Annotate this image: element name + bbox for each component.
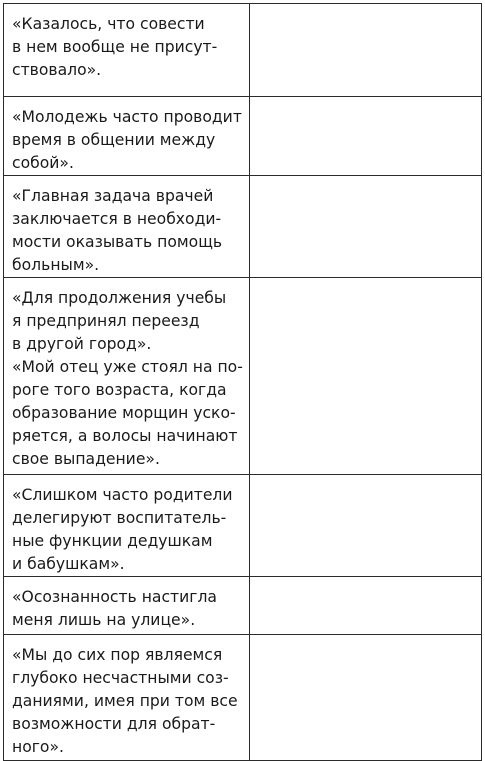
phrase-line: делегируют воспитатель-	[12, 509, 227, 527]
phrase-cell	[4, 577, 250, 635]
answer-cell[interactable]	[250, 635, 482, 761]
phrase-line: «Мой отец уже стоял на по-	[12, 358, 243, 376]
table-row	[4, 176, 482, 278]
phrase-cell	[4, 4, 250, 97]
phrase-line: в другой город».	[12, 335, 152, 353]
phrase-cell	[4, 97, 250, 176]
phrase-line: «Слишком часто родители	[12, 486, 233, 504]
phrase-line: «Молодежь часто проводит	[12, 108, 242, 126]
answer-cell[interactable]	[250, 577, 482, 635]
table-row	[4, 97, 482, 176]
table-row	[4, 4, 482, 97]
answer-cell[interactable]	[250, 176, 482, 278]
phrase-line: «Казалось, что совести	[12, 15, 205, 33]
phrase-line: собой».	[12, 154, 74, 172]
phrase-cell	[4, 475, 250, 577]
phrase-line: в нем вообще не присут-	[12, 38, 218, 56]
phrase-line: ряется, а волосы начинают	[12, 427, 238, 445]
phrase-cell	[4, 635, 250, 761]
phrase-cell	[4, 176, 250, 278]
answer-cell[interactable]	[250, 97, 482, 176]
answer-cell[interactable]	[250, 4, 482, 97]
phrase-line: больным».	[12, 256, 100, 274]
phrase-line: «Осознанность настигла	[12, 588, 217, 606]
phrase-line: ные функции дедушкам	[12, 532, 213, 550]
phrase-line: время в общении между	[12, 131, 216, 149]
phrase-line: ного».	[12, 738, 64, 756]
table-row	[4, 475, 482, 577]
answer-cell[interactable]	[250, 475, 482, 577]
exercise-table	[3, 3, 482, 761]
phrase-line: и бабушкам».	[12, 555, 125, 573]
phrase-line: роге того возраста, когда	[12, 381, 227, 399]
phrase-line: ствовало».	[12, 61, 102, 79]
phrase-line: я предпринял переезд	[12, 312, 200, 330]
phrase-line: меня лишь на улице».	[12, 611, 196, 629]
phrase-line: «Главная задача врачей	[12, 187, 214, 205]
phrase-line: глубоко несчастными соз-	[12, 669, 229, 687]
answer-cell[interactable]	[250, 278, 482, 475]
table-row	[4, 278, 482, 475]
table-row	[4, 577, 482, 635]
phrase-line: даниями, имея при том все	[12, 692, 238, 710]
phrase-line: мости оказывать помощь	[12, 233, 223, 251]
phrase-line: возможности для обрат-	[12, 715, 216, 733]
phrase-cell	[4, 278, 250, 475]
phrase-line: «Мы до сих пор являемся	[12, 646, 223, 664]
table-row	[4, 635, 482, 761]
phrase-line: «Для продолжения учебы	[12, 289, 227, 307]
phrase-line: образование морщин уско-	[12, 404, 236, 422]
phrase-line: заключается в необходи-	[12, 210, 222, 228]
phrase-line: свое выпадение».	[12, 450, 160, 468]
